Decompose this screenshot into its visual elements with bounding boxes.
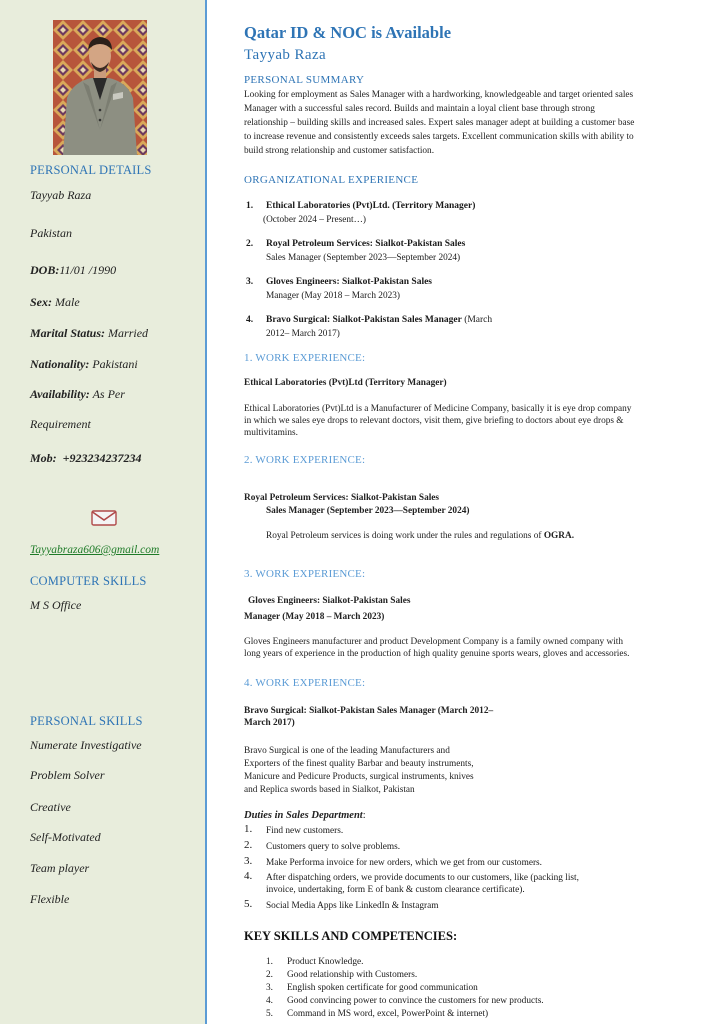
org-item-dates: Manager (May 2018 – March 2023) xyxy=(266,291,400,301)
work-desc-line: multivitamins. xyxy=(244,428,298,438)
duties-heading-text: Duties in Sales Department xyxy=(244,810,363,821)
org-item-number: 3. xyxy=(246,277,254,287)
personal-skill-item: Flexible xyxy=(30,892,70,906)
personal-details-heading: PERSONAL DETAILS xyxy=(30,163,152,177)
email-link[interactable]: Tayyabraza606@gmail.com xyxy=(30,544,160,556)
work-desc-line: Manicure and Pedicure Products, surgical instruments, knives xyxy=(244,772,474,782)
summary-line: relationship – building skills and increased sales. Expert sales manager adept at building a customer base xyxy=(244,118,635,128)
personal-skill-item: Self-Motivated xyxy=(30,830,101,844)
summary-line: Manager with a successful sales record. Builds and maintain a loyal client base through strong xyxy=(244,104,595,114)
duty-text: After dispatching orders, we provide documents to our customers, like (packing list, xyxy=(266,873,579,883)
duty-text: Customers query to solve problems. xyxy=(266,842,401,852)
sidebar-dob xyxy=(30,263,116,278)
work-desc-line: Gloves Engineers manufacturer and product Development Company is a family owned company with xyxy=(244,637,624,647)
work-experience-heading: 2. WORK EXPERIENCE: xyxy=(244,454,366,466)
work-desc-line: Ethical Laboratories (Pvt)Ltd is a Manufacturer of Medicine Company, basically it is eye drop company xyxy=(244,404,632,414)
nationality-value: Pakistani xyxy=(92,357,138,371)
org-item-title: Royal Petroleum Services: Sialkot-Pakistan Sales xyxy=(266,239,466,249)
personal-skill-item: Creative xyxy=(30,800,71,814)
org-item-number: 1. xyxy=(246,201,254,211)
org-item-title-tail: (March xyxy=(461,315,493,325)
work-desc-line: Exporters of the finest quality Barbar and beauty instruments, xyxy=(244,759,474,769)
sex-value: Male xyxy=(55,295,80,309)
duty-text: invoice, undertaking, form E of bank & custom clearance certificate). xyxy=(266,885,525,895)
org-item-number: 4. xyxy=(246,315,254,325)
duty-number: 2. xyxy=(244,839,253,851)
sidebar-sex xyxy=(30,295,80,310)
duty-text: Make Performa invoice for new orders, which we get from our customers. xyxy=(266,858,542,868)
envelope-icon xyxy=(91,510,117,531)
summary-line: Looking for employment as Sales Manager with a hardworking, knowledgeable and target oriented sales xyxy=(244,90,634,100)
duty-number: 5. xyxy=(244,898,253,910)
key-skills-heading: KEY SKILLS AND COMPETENCIES: xyxy=(244,929,458,943)
personal-skill-item: Problem Solver xyxy=(30,768,105,782)
work-experience-heading: 4. WORK EXPERIENCE: xyxy=(244,677,366,689)
work-company: Royal Petroleum Services: Sialkot-Pakistan Sales xyxy=(244,493,440,503)
personal-skill-item: Numerate Investigative xyxy=(30,738,142,752)
work-experience-heading: 1. WORK EXPERIENCE: xyxy=(244,352,366,364)
dob-label: DOB: xyxy=(30,263,60,277)
sidebar-country: Pakistan xyxy=(30,226,72,240)
key-skill-text: English spoken certificate for good communication xyxy=(287,983,478,993)
sex-label: Sex: xyxy=(30,295,52,309)
sidebar-mobile xyxy=(30,451,142,466)
duties-heading xyxy=(244,810,704,822)
work-role: Manager (May 2018 – March 2023) xyxy=(244,612,385,622)
org-item-dates: (October 2024 – Present…) xyxy=(263,215,367,225)
marital-value: Married xyxy=(108,326,149,340)
work-desc-bold: OGRA. xyxy=(543,531,575,541)
duty-text: Social Media Apps like LinkedIn & Instagram xyxy=(266,901,439,911)
summary-heading: PERSONAL SUMMARY xyxy=(244,74,365,86)
org-experience-heading: ORGANIZATIONAL EXPERIENCE xyxy=(244,174,419,186)
org-item-title xyxy=(266,315,492,325)
mob-label: Mob: xyxy=(30,451,57,465)
work-experience-heading: 3. WORK EXPERIENCE: xyxy=(244,568,366,580)
dob-value: 11/01 /1990 xyxy=(59,263,117,277)
marital-label: Marital Status: xyxy=(30,326,106,340)
key-skill-number: 1. xyxy=(266,957,273,967)
sidebar-name: Tayyab Raza xyxy=(30,188,92,202)
org-item-number: 2. xyxy=(246,239,254,249)
duty-number: 4. xyxy=(244,870,253,882)
org-item-title-bold: Bravo Surgical: Sialkot-Pakistan Sales Manager xyxy=(266,315,462,325)
work-role: Sales Manager (September 2023—September 2024) xyxy=(266,506,470,516)
computer-skills-heading: COMPUTER SKILLS xyxy=(30,574,147,588)
candidate-name: Tayyab Raza xyxy=(244,47,327,63)
work-desc-line: Bravo Surgical is one of the leading Manufacturers and xyxy=(244,746,450,756)
sidebar-nationality xyxy=(30,357,138,372)
work-desc-line: and Replica swords based in Sialkot, Pakistan xyxy=(244,785,415,795)
duties-heading-colon: : xyxy=(362,810,366,821)
work-company: Gloves Engineers: Sialkot-Pakistan Sales xyxy=(248,596,411,606)
sidebar-availability-2: Requirement xyxy=(30,417,91,431)
sidebar-marital xyxy=(30,326,148,341)
personal-skill-item: Team player xyxy=(30,861,90,875)
key-skill-text: Product Knowledge. xyxy=(287,957,364,967)
work-company: Ethical Laboratories (Pvt)Ltd (Territory Manager) xyxy=(244,378,447,388)
key-skill-text: Command in MS word, excel, PowerPoint & internet) xyxy=(287,1009,489,1019)
profile-photo xyxy=(53,20,147,155)
sidebar-availability xyxy=(30,387,125,402)
key-skill-number: 3. xyxy=(266,983,273,993)
key-skill-number: 4. xyxy=(266,996,273,1006)
key-skill-number: 5. xyxy=(266,1009,273,1019)
work-desc-line: in which we sales eye drops to relevant doctors, visit them, give briefing to doctors about eye drops & xyxy=(244,416,624,426)
duty-text: Find new customers. xyxy=(266,826,344,836)
org-item-dates: Sales Manager (September 2023—September 2024) xyxy=(266,253,461,263)
duty-number: 3. xyxy=(244,855,253,867)
summary-line: build strong relationship and customer satisfaction. xyxy=(244,146,435,156)
org-item-title: Gloves Engineers: Sialkot-Pakistan Sales xyxy=(266,277,432,287)
work-desc-line xyxy=(266,531,723,543)
mob-value: +923234237234 xyxy=(62,451,142,465)
org-item-title: Ethical Laboratories (Pvt)Ltd. (Territory Manager) xyxy=(266,201,476,211)
availability-value: As Per xyxy=(92,387,125,401)
work-company: Bravo Surgical: Sialkot-Pakistan Sales Manager (March 2012– xyxy=(244,706,494,716)
key-skill-number: 2. xyxy=(266,970,273,980)
work-role: March 2017) xyxy=(244,718,295,728)
personal-skills-heading: PERSONAL SKILLS xyxy=(30,714,143,728)
page-title: Qatar ID & NOC is Available xyxy=(244,23,452,42)
duty-number: 1. xyxy=(244,823,253,835)
computer-skill-item: M S Office xyxy=(30,598,82,612)
key-skill-text: Good relationship with Customers. xyxy=(287,970,418,980)
summary-line: to increase revenue and consistently exceeds sales targets. Excellent communication skills with ability to xyxy=(244,132,634,142)
work-desc-line: long years of experience in the production of high quality genuine sports wears, gloves and accessories. xyxy=(244,649,630,659)
work-desc-text: Royal Petroleum services is doing work under the rules and regulations of xyxy=(266,531,544,541)
nationality-label: Nationality: xyxy=(30,357,90,371)
org-item-dates: 2012– March 2017) xyxy=(266,329,340,339)
availability-label: Availability: xyxy=(30,387,90,401)
key-skill-text: Good convincing power to convince the customers for new products. xyxy=(287,996,544,1006)
sidebar-divider xyxy=(205,0,207,1024)
